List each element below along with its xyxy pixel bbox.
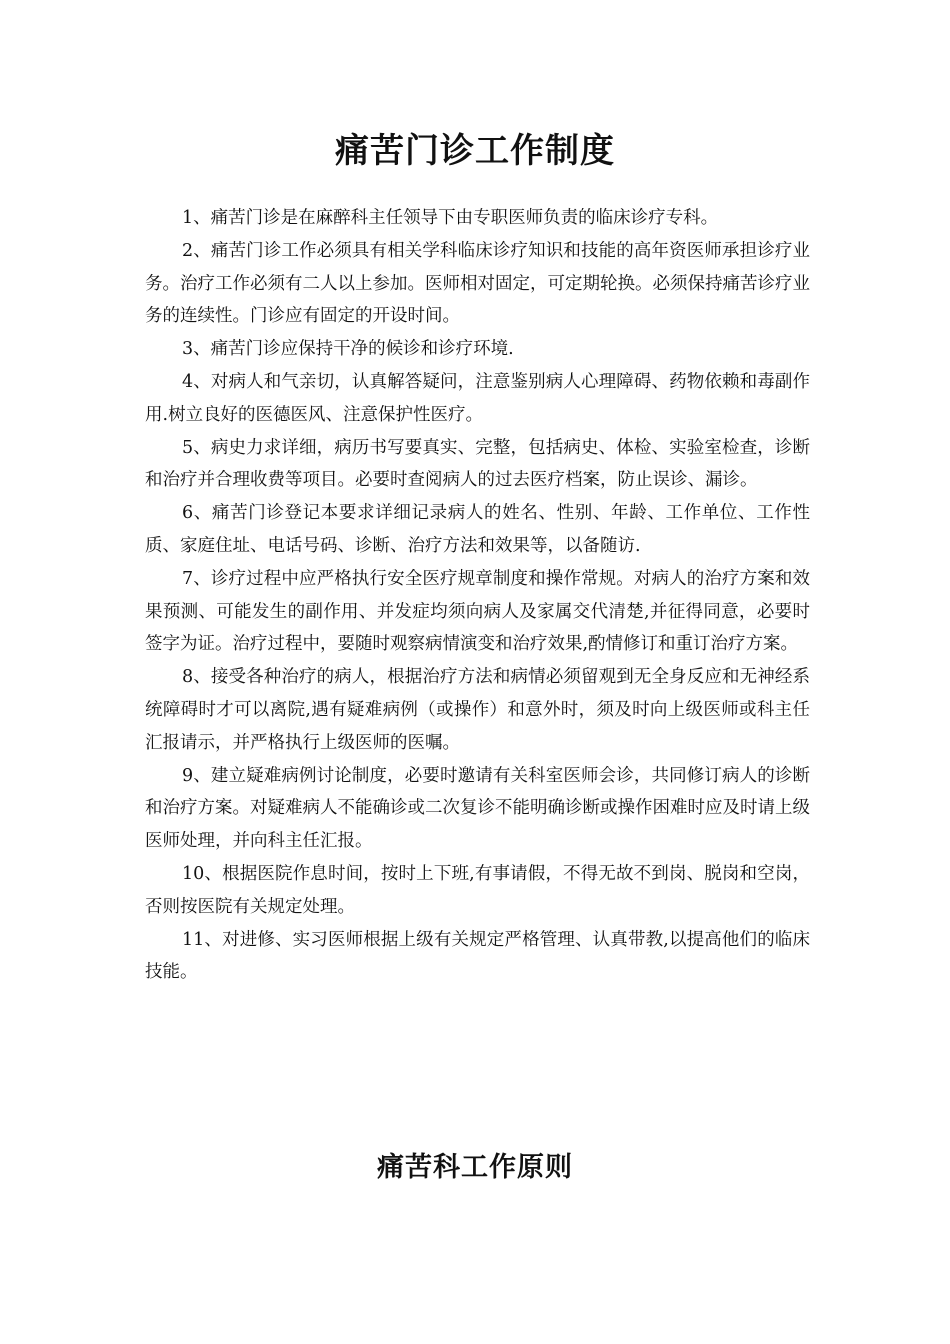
section-title: 痛苦科工作原则	[377, 1152, 573, 1183]
paragraph-7: 7、诊疗过程中应严格执行安全医疗规章制度和操作常规。对病人的治疗方案和效果预测、可能发生的副作用、并发症均须向病人及家属交代清楚,并征得同意，必要时签字为证。治疗过程中，要随时观察病情演变和治疗效果,酌情修订和重订治疗方案。	[145, 568, 810, 655]
paragraph-5: 5、病史力求详细，病历书写要真实、完整，包括病史、体检、实验室检查，诊断和治疗并合理收费等项目。必要时查阅病人的过去医疗档案，防止误诊、漏诊。	[145, 437, 810, 491]
paragraph-3: 3、痛苦门诊应保持干净的候诊和诊疗环境.	[182, 339, 514, 360]
paragraph-1: 1、痛苦门诊是在麻醉科主任领导下由专职医师负责的临床诊疗专科。	[182, 208, 719, 228]
paragraph-10: 10、根据医院作息时间，按时上下班,有事请假，不得无故不到岗、脱岗和空岗，否则按医院有关规定处理。	[145, 863, 810, 917]
paragraph-4: 4、对病人和气亲切，认真解答疑问，注意鉴别病人心理障碍、药物依赖和毒副作用.树立良好的医德医风、注意保护性医疗。	[145, 371, 810, 425]
paragraph-8: 8、接受各种治疗的病人，根据治疗方法和病情必须留观到无全身反应和无神经系统障碍时才可以离院,遇有疑难病例（或操作）和意外时，须及时向上级医师或科主任汇报请示，并严格执行上级医师的医嘱。	[145, 667, 810, 753]
paragraph-6: 6、痛苦门诊登记本要求详细记录病人的姓名、性别、年龄、工作单位、工作性质、家庭住址、电话号码、诊断、治疗方法和效果等，以备随访.	[145, 503, 810, 556]
regulation-body	[145, 202, 810, 989]
paragraph-11: 11、对进修、实习医师根据上级有关规定严格管理、认真带教,以提高他们的临床技能。	[145, 929, 810, 983]
paragraph-2: 2、痛苦门诊工作必须具有相关学科临床诊疗知识和技能的高年资医师承担诊疗业务。治疗工作必须有二人以上参加。医师相对固定，可定期轮换。必须保持痛苦诊疗业务的连续性。门诊应有固定的开设时间。	[145, 240, 810, 327]
page-title: 痛苦门诊工作制度	[335, 131, 615, 171]
paragraph-9: 9、建立疑难病例讨论制度，必要时邀请有关科室医师会诊，共同修订病人的诊断和治疗方案。对疑难病人不能确诊或二次复诊不能明确诊断或操作困难时应及时请上级医师处理，并向科主任汇报。	[145, 765, 810, 852]
